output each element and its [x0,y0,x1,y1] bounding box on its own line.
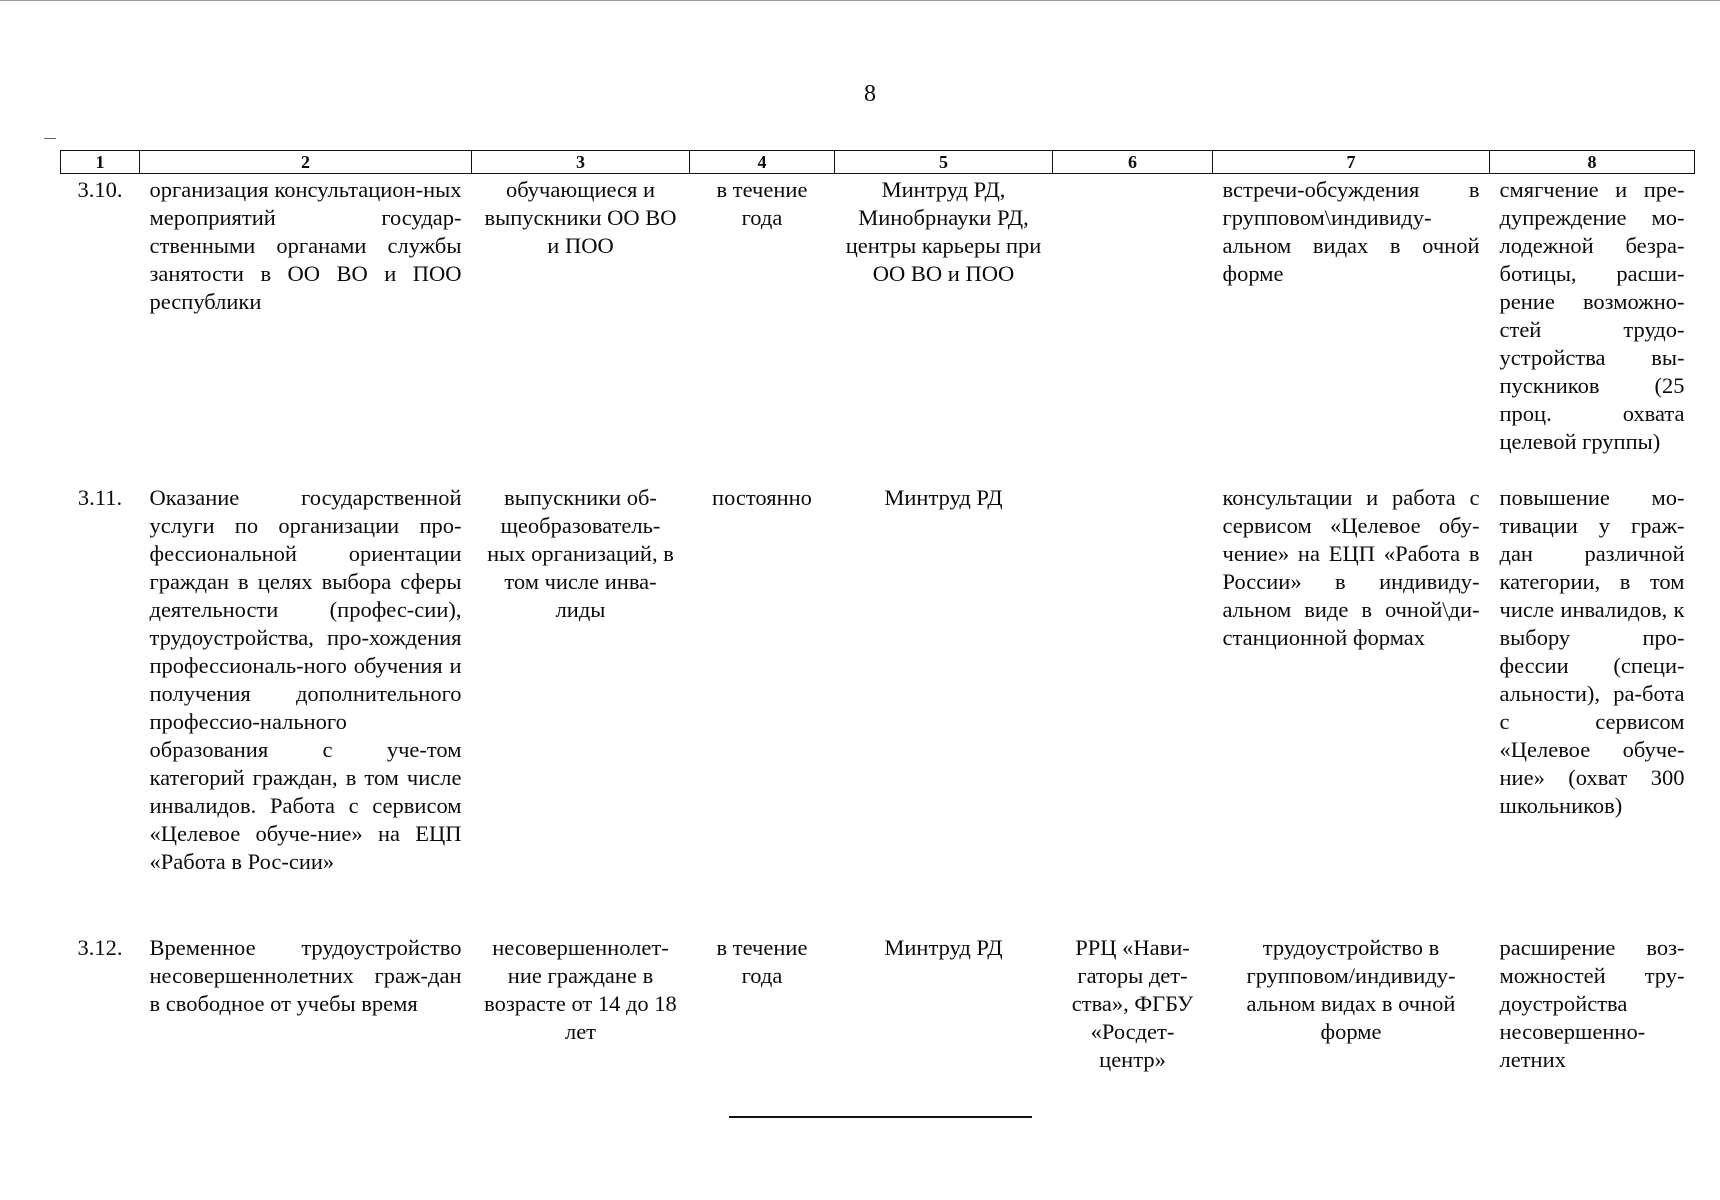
result-cell: повышение мо-тивации у граж-дан различной категории, в том числе инвалидов, к выбору про-фессии (специ-альности), ра-бота с сервисом «Целевое обуче-ние» (охват 300 школьников) [1499,485,1685,818]
event-cell: Оказание государственной услуги по организации про-фессиональной ориентации граждан в целях выбора сферы деятельности (профес-сии), трудоустройства, про-хождения профессиональ-ного обучения и получения дополнительного профессио-нального образования с уче-том категорий граждан, в том числе инвалидов. Работа с сервисом «Целевое обуче-ние» на ЕЦП «Работа в Рос-сии» [149,485,462,874]
scan-border-line [0,0,1720,1]
participants-cell: выпускники об-щеобразователь-ных организаций, в том числе инва-лиды [487,485,674,622]
term-cell: в течение года [716,935,808,988]
form-cell: встречи-обсуждения в групповом\индивиду-альном видах в очной форме [1222,177,1480,286]
table-row-3-10 [61,174,1695,483]
term-cell: постоянно [712,485,812,510]
activity-plan-table [60,150,1695,1074]
result-cell: расширение воз-можностей тру-доустройства несовершенно-летних [1499,935,1685,1072]
responsible-cell: Минтруд РД [884,935,1003,960]
event-cell: организация консультацион-ных мероприятий государ-ственными органами службы занятости в ОО ВО и ПОО республики [149,177,462,314]
item-number: 3.12. [77,935,123,960]
column-header-5: 5 [835,151,1053,174]
end-of-document-line [729,1116,1032,1118]
column-header-3: 3 [472,151,690,174]
participants-cell: обучающиеся и выпускники ОО ВО и ПОО [484,177,677,258]
page-number: 8 [864,81,876,107]
column-header-1: 1 [61,151,140,174]
term-cell: в течение года [716,177,808,230]
scan-mark [44,138,56,139]
column-number-header-row [61,151,1695,174]
column-header-6: 6 [1053,151,1213,174]
form-cell: консультации и работа с сервисом «Целевое обу-чение» на ЕЦП «Работа в России» в индивиду-альном виде в очной\ди-станционной формах [1222,485,1480,650]
column-header-4: 4 [690,151,835,174]
table-row-3-12 [61,932,1695,1074]
responsible-cell: Минтруд РД, Минобрнауки РД, центры карьеры при ОО ВО и ПОО [845,177,1042,286]
event-cell: Временное трудоустройство несовершеннолетних граж-дан в свободное от учебы время [149,935,462,1016]
participants-cell: несовершеннолет-ние граждане в возрасте от 14 до 18 лет [484,935,677,1044]
table-row-3-11 [61,482,1695,932]
partners-cell [1053,482,1213,932]
column-header-8: 8 [1490,151,1695,174]
partners-cell [1053,174,1213,483]
column-header-2: 2 [140,151,472,174]
item-number: 3.11. [77,485,123,510]
column-header-7: 7 [1213,151,1490,174]
form-cell: трудоустройство в групповом/индивиду-альном видах в очной форме [1246,935,1456,1044]
partners-cell: РРЦ «Нави-гаторы дет-ства», ФГБУ «Росдет-центр» [1071,935,1194,1072]
item-number: 3.10. [77,177,123,202]
responsible-cell: Минтруд РД [884,485,1003,510]
result-cell: смягчение и пре-дупреждение мо-лодежной безра-ботицы, расши-рение возможно-стей трудо-устройства вы-пускников (25 проц. охвата целевой группы) [1499,177,1685,454]
